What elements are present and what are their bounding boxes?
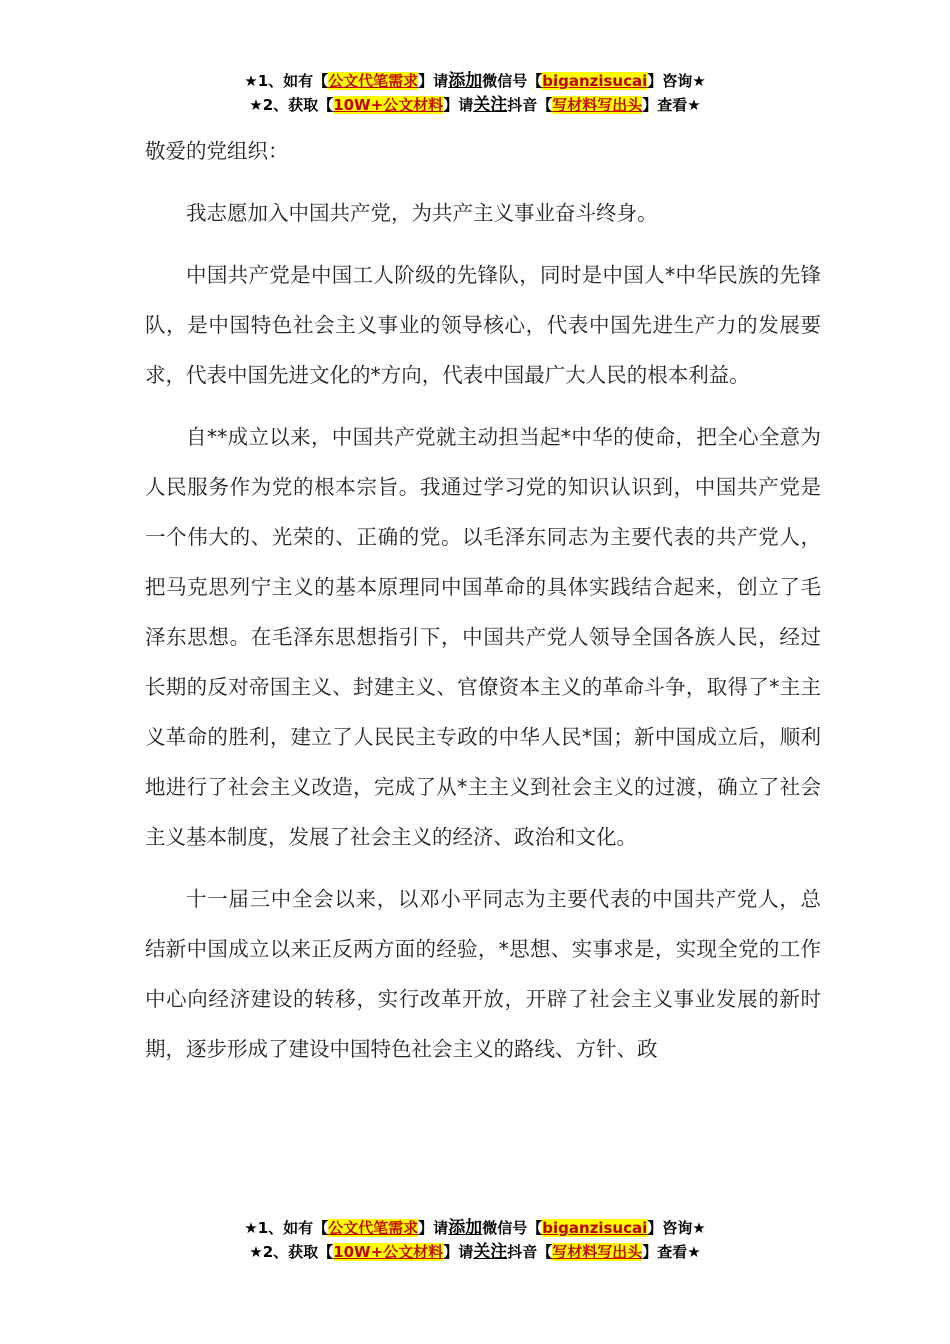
banner-text: 】请	[443, 1243, 474, 1261]
banner-line-2	[0, 1240, 950, 1264]
banner-highlight-wechat: biganzisucai	[542, 72, 648, 90]
header-banner	[0, 69, 950, 117]
banner-text: 】咨询★	[647, 72, 706, 90]
banner-text: 微信号【	[482, 72, 543, 90]
banner-text: 】请	[418, 1219, 449, 1237]
salutation: 敬爱的党组织：	[145, 139, 289, 163]
banner-text: 】请	[418, 72, 449, 90]
banner-text: 】请	[443, 96, 474, 114]
banner-text: 抖音【	[507, 1243, 553, 1261]
banner-text: ★2、获取【	[249, 1243, 334, 1261]
paragraph: 十一届三中全会以来，以邓小平同志为主要代表的中国共产党人，总结新中国成立以来正反两方面的经验，*思想、实事求是，实现全党的工作中心向经济建设的转移，实行改革开放，开辟了社会主义事业发展的新时期，逐步形成了建设中国特色社会主义的路线、方针、政	[145, 887, 821, 1061]
paragraph: 我志愿加入中国共产党，为共产主义事业奋斗终身。	[186, 201, 658, 225]
banner-highlight-wechat: biganzisucai	[542, 1219, 648, 1237]
banner-emphasis: 关注	[473, 1242, 508, 1262]
banner-text: 微信号【	[482, 1219, 543, 1237]
banner-line-1	[0, 69, 950, 93]
banner-highlight-douyin: 写材料写出头	[552, 1243, 643, 1261]
banner-line-2	[0, 93, 950, 117]
document-body	[145, 126, 821, 1086]
banner-text: 】查看★	[642, 96, 701, 114]
banner-text: 抖音【	[507, 96, 553, 114]
paragraph: 自**成立以来，中国共产党就主动担当起*中华的使命，把全心全意为人民服务作为党的根本宗旨。我通过学习党的知识认识到，中国共产党是一个伟大的、光荣的、正确的党。以毛泽东同志为主要代表的共产党人，把马克思列宁主义的基本原理同中国革命的具体实践结合起来，创立了毛泽东思想。在毛泽东思想指引下，中国共产党人领导全国各族人民，经过长期的反对帝国主义、封建主义、官僚资本主义的革命斗争，取得了*主主义革命的胜利，建立了人民民主专政的中华人民*国；新中国成立后，顺利地进行了社会主义改造，完成了从*主主义到社会主义的过渡，确立了社会主义基本制度，发展了社会主义的经济、政治和文化。	[145, 425, 821, 849]
banner-text: ★1、如有【	[244, 72, 329, 90]
banner-emphasis: 添加	[448, 71, 483, 91]
banner-highlight-douyin: 写材料写出头	[552, 96, 643, 114]
banner-text: 】查看★	[642, 1243, 701, 1261]
banner-highlight: 公文代笔需求	[328, 72, 419, 90]
banner-line-1	[0, 1216, 950, 1240]
banner-highlight: 公文代笔需求	[328, 1219, 419, 1237]
banner-emphasis: 关注	[473, 95, 508, 115]
banner-highlight: 10W+公文材料	[333, 1243, 444, 1261]
banner-text: ★2、获取【	[249, 96, 334, 114]
paragraph: 中国共产党是中国工人阶级的先锋队，同时是中国人*中华民族的先锋队，是中国特色社会主义事业的领导核心，代表中国先进生产力的发展要求，代表中国先进文化的*方向，代表中国最广大人民的根本利益。	[145, 263, 821, 387]
banner-highlight: 10W+公文材料	[333, 96, 444, 114]
footer-banner	[0, 1216, 950, 1264]
banner-emphasis: 添加	[448, 1218, 483, 1238]
banner-text: ★1、如有【	[244, 1219, 329, 1237]
banner-text: 】咨询★	[647, 1219, 706, 1237]
